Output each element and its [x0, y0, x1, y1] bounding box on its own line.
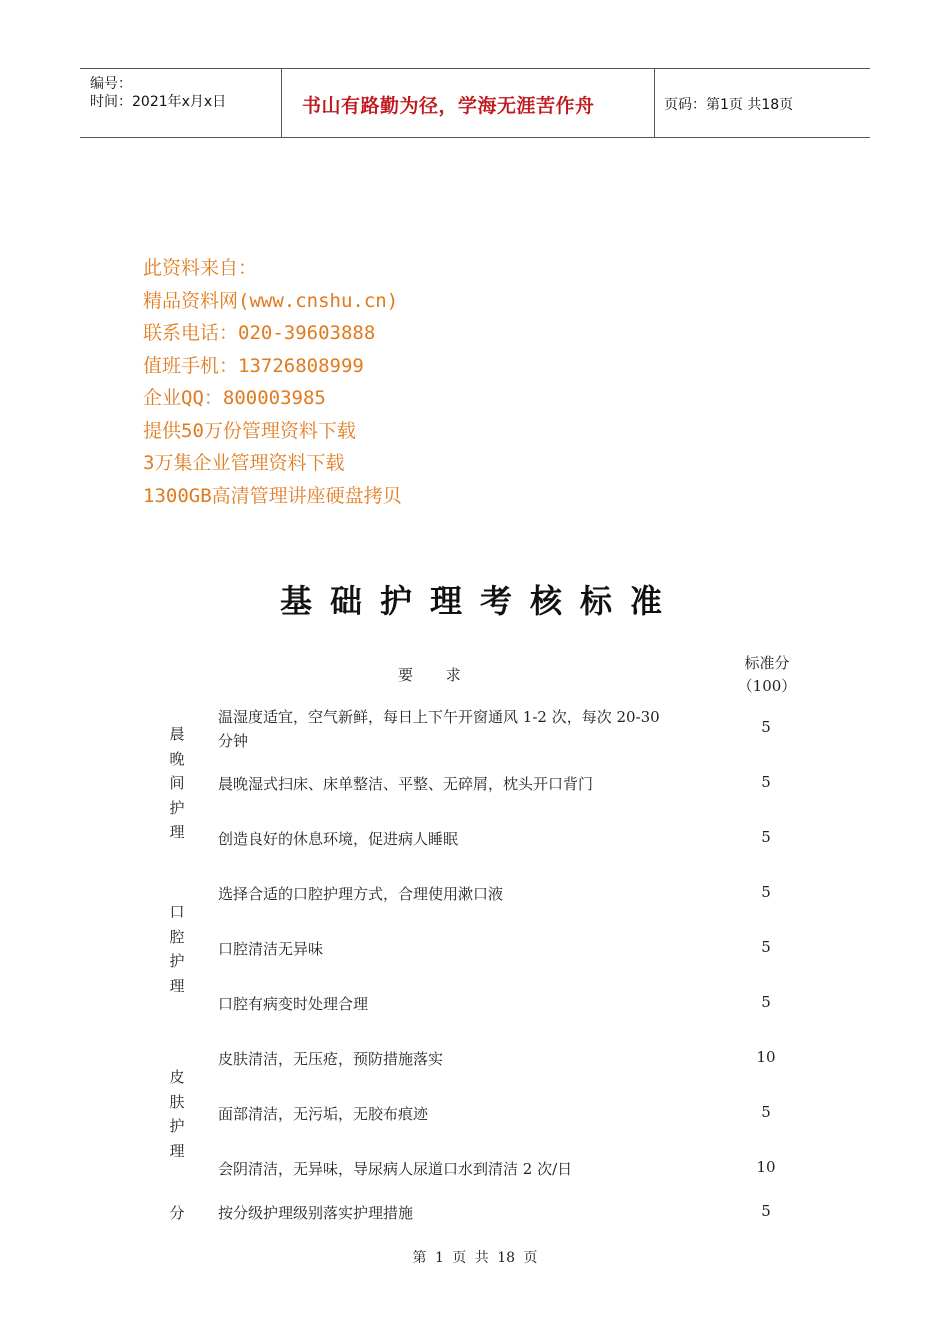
category-morning-evening-care — [168, 722, 186, 845]
info-line: 联系电话：020-39603888 — [143, 322, 376, 344]
category-char: 腔 — [169, 927, 185, 946]
category-char: 理 — [169, 1141, 185, 1160]
info-line: 精品资料网(www.cnshu.cn) — [143, 289, 399, 312]
category-char: 晨 — [169, 725, 185, 743]
category-char: 分 — [169, 1204, 185, 1222]
table-row-score: 5 — [761, 1202, 771, 1220]
table-row-score: 5 — [761, 828, 771, 846]
serial-label: 编号： — [90, 76, 132, 92]
category-oral-care — [168, 900, 186, 998]
table-row-text: 选择合适的口腔护理方式，合理使用漱口液 — [218, 885, 504, 903]
page-footer: 第 1 页 共 18 页 — [412, 1250, 538, 1266]
table-row-text: 口腔有病变时处理合理 — [218, 995, 369, 1013]
table-row-text: 创造良好的休息环境，促进病人睡眠 — [218, 830, 459, 848]
category-char: 晚 — [169, 749, 185, 768]
page-info: 页码：第1页 共18页 — [664, 97, 794, 113]
category-char: 口 — [169, 903, 185, 921]
score-header-line1: 标准分 — [744, 654, 790, 672]
table-row-score: 5 — [761, 718, 771, 736]
table-row-text: 皮肤清洁，无压疮，预防措施落实 — [218, 1050, 444, 1068]
info-line: 企业QQ：800003985 — [143, 387, 326, 409]
category-char: 理 — [169, 823, 185, 841]
category-char: 间 — [169, 774, 185, 792]
header-meta-cell — [80, 69, 282, 137]
category-char: 护 — [169, 1117, 185, 1135]
info-line: 此资料来自： — [143, 257, 258, 279]
category-char: 理 — [169, 976, 185, 995]
category-char: 皮 — [169, 1068, 185, 1086]
table-row-score: 10 — [756, 1158, 776, 1176]
table-row-text: 按分级护理级别落实护理措施 — [218, 1204, 414, 1222]
table-row-score: 5 — [761, 938, 771, 956]
table-row-text: 会阴清洁，无异味，导尿病人尿道口水到清洁 2 次/日 — [218, 1160, 573, 1178]
table-row-score: 5 — [761, 883, 771, 901]
source-info-block — [143, 254, 402, 514]
motto-text: 书山有路勤为径，学海无涯苦作舟 — [302, 95, 595, 117]
row-text-line: 分钟 — [218, 732, 249, 750]
table-row-score: 10 — [756, 1048, 776, 1066]
category-grade-care — [168, 1201, 186, 1226]
table-row-score: 5 — [761, 993, 771, 1011]
row-text-line: 温湿度适宜，空气新鲜，每日上下午开窗通风 1-2 次，每次 20-30 — [218, 708, 660, 726]
category-char: 护 — [169, 798, 185, 817]
table-row-score: 5 — [761, 1103, 771, 1121]
info-line: 3万集企业管理资料下载 — [143, 452, 345, 474]
column-header-requirement: 要 求 — [398, 666, 461, 684]
table-row-text — [218, 705, 718, 753]
category-skin-care — [168, 1065, 186, 1163]
column-header-score — [730, 652, 804, 698]
category-char: 护 — [169, 952, 185, 970]
header-page-cell — [655, 69, 870, 137]
info-line: 1300GB高清管理讲座硬盘拷贝 — [143, 484, 402, 507]
header-motto-cell — [282, 69, 655, 137]
table-row-score: 5 — [761, 773, 771, 791]
page-title: 基础护理考核标准 — [279, 582, 680, 620]
document-header — [80, 68, 870, 138]
time-label: 时间：2021年x月x日 — [90, 94, 227, 110]
table-row-text: 面部清洁，无污垢，无胶布痕迹 — [218, 1105, 429, 1123]
category-char: 肤 — [169, 1092, 185, 1111]
info-line: 提供50万份管理资料下载 — [143, 419, 356, 442]
info-line: 值班手机：13726808999 — [143, 354, 364, 377]
score-header-line2: （100） — [737, 677, 797, 695]
table-row-text: 晨晚湿式扫床、床单整洁、平整、无碎屑，枕头开口背门 — [218, 775, 594, 793]
table-row-text: 口腔清洁无异味 — [218, 940, 324, 958]
